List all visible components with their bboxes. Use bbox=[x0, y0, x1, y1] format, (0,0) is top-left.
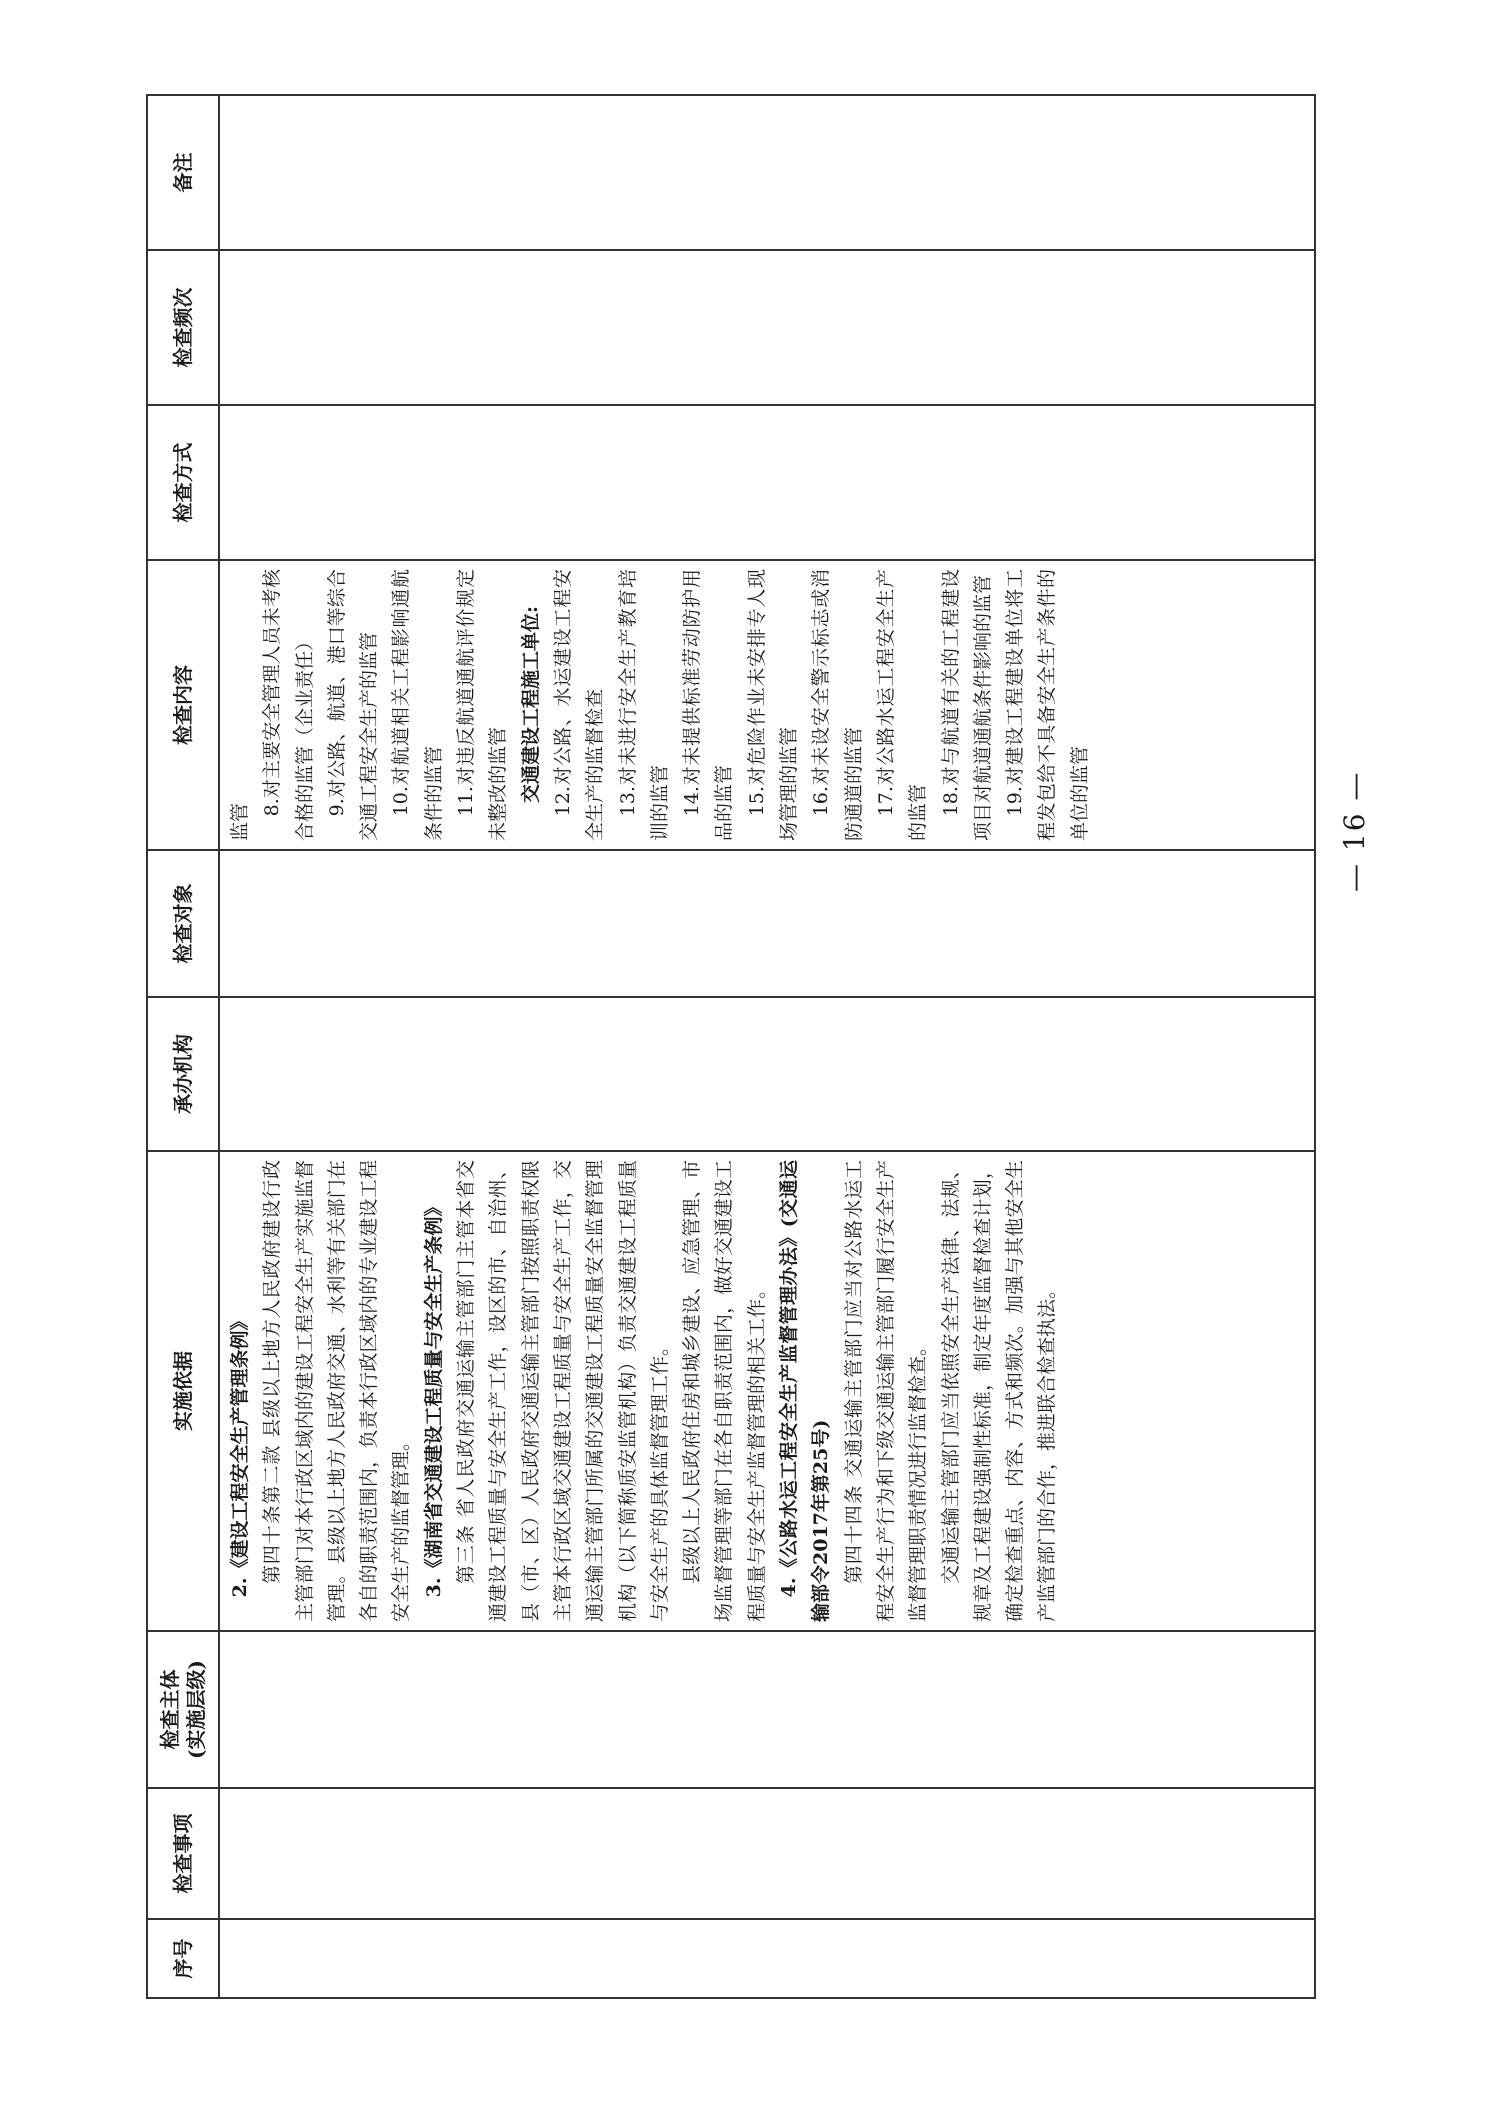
basis-para: 第四十四条 交通运输主管部门应当对公路水运工程安全生产行为和下级交通运输主管部门履行安全生产监督管理职责情况进行监督检查。 bbox=[842, 1160, 930, 1622]
header-method: 检查方式 bbox=[147, 405, 219, 560]
content-item: 13.对未进行安全生产教育培训的监管 bbox=[616, 569, 671, 841]
header-remark: 备注 bbox=[147, 95, 219, 250]
header-subject-line1: 检查主体 bbox=[158, 1669, 182, 1750]
header-item: 检查事项 bbox=[147, 1788, 219, 1919]
cell-item bbox=[219, 1788, 1315, 1919]
content-item: 17.对公路水运工程安全生产的监管 bbox=[874, 569, 930, 841]
cell-seq bbox=[219, 1919, 1315, 1998]
basis-title-3: 3.《湖南省交通建设工程质量与安全生产条例》 bbox=[422, 1197, 445, 1598]
cell-agency bbox=[219, 997, 1315, 1151]
content-item: 监管 bbox=[229, 802, 251, 841]
basis-para: 第四十条第二款 县级以上地方人民政府建设行政主管部门对本行政区域内的建设工程安全生产实施监督管理。县级以上地方人民政府交通、水利等有关部门在各自的职责范围内，负责本行政区域内的专业建设工程安全生产的监督管理。 bbox=[261, 1160, 413, 1622]
header-seq: 序号 bbox=[147, 1919, 219, 1998]
content-item: 18.对与航道有关的工程建设项目对航道通航条件影响的监管 bbox=[939, 569, 994, 841]
content-item: 9.对公路、航道、港口等综合交通工程安全生产的监管 bbox=[325, 569, 381, 841]
basis-title-4: 4.《公路水运工程安全生产监督管理办法》(交通运输部令2017年第25号) bbox=[778, 1160, 833, 1622]
content-item: 16.对未设安全警示标志或消防通道的监管 bbox=[810, 569, 865, 841]
basis-para: 第三条 省人民政府交通运输主管部门主管本省交通建设工程质量与安全生产工作，设区的市、自治州、县（市、区）人民政府交通运输主管部门按照职责权限主管本行政区域交通建设工程质量与安全生产工作，交通运输主管部门所属的交通建设工程质量安全监督管理机构（以下简称质安监管机构）负责交通建设工程质量与安全生产的具体监督管理工作。 bbox=[455, 1160, 671, 1622]
basis-para: 交通运输主管部门应当依照安全生产法律、法规、规章及工程建设强制性标准，制定年度监督检查计划，确定检查重点、内容、方式和频次。加强与其他安全生产监管部门的合作，推进联合检查执法。 bbox=[939, 1160, 1059, 1622]
basis-title-2: 2.《建设工程安全生产管理条例》 bbox=[229, 1311, 251, 1598]
header-target: 检查对象 bbox=[147, 850, 219, 997]
basis-para: 县级以上人民政府住房和城乡建设、应急管理、市场监督管理等部门在各自职责范围内，做好交通建设工程质量与安全生产监督管理的相关工作。 bbox=[681, 1160, 768, 1622]
content-item: 8.对主要安全管理人员未考核合格的监管（企业责任） bbox=[261, 569, 316, 841]
page-number: — 16 — bbox=[1338, 770, 1371, 892]
inspection-table bbox=[146, 94, 1316, 1999]
header-frequency: 检查频次 bbox=[147, 250, 219, 405]
basis-text bbox=[220, 1152, 1068, 1630]
content-section-heading: 交通建设工程施工单位: bbox=[519, 605, 542, 803]
cell-subject bbox=[219, 1631, 1315, 1788]
content-item: 12.对公路、水运建设工程安全生产的监督检查 bbox=[551, 569, 607, 841]
content-item: 10.对航道相关工程影响通航条件的监管 bbox=[390, 569, 445, 841]
cell-basis bbox=[219, 1151, 1315, 1631]
cell-target bbox=[219, 850, 1315, 997]
content-item: 11.对违反航道通航评价规定未整改的监管 bbox=[455, 569, 510, 841]
header-agency: 承办机构 bbox=[147, 997, 219, 1151]
cell-content bbox=[219, 560, 1315, 850]
header-row bbox=[147, 95, 219, 1998]
content-text bbox=[220, 561, 1100, 849]
table-row bbox=[219, 95, 1315, 1998]
content-item: 15.对危险作业未安排专人现场管理的监管 bbox=[745, 569, 801, 841]
header-content: 检查内容 bbox=[147, 560, 219, 850]
content-item: 14.对未提供标准劳动防护用品的监管 bbox=[681, 569, 736, 841]
header-subject bbox=[147, 1631, 219, 1788]
header-basis: 实施依据 bbox=[147, 1151, 219, 1631]
header-subject-line2: (实施层级) bbox=[184, 1660, 208, 1759]
cell-method bbox=[219, 405, 1315, 560]
cell-frequency bbox=[219, 250, 1315, 405]
cell-remark bbox=[219, 95, 1315, 250]
content-item: 19.对建设工程建设单位将工程发包给不具备安全生产条件的单位的监管 bbox=[1004, 569, 1091, 841]
